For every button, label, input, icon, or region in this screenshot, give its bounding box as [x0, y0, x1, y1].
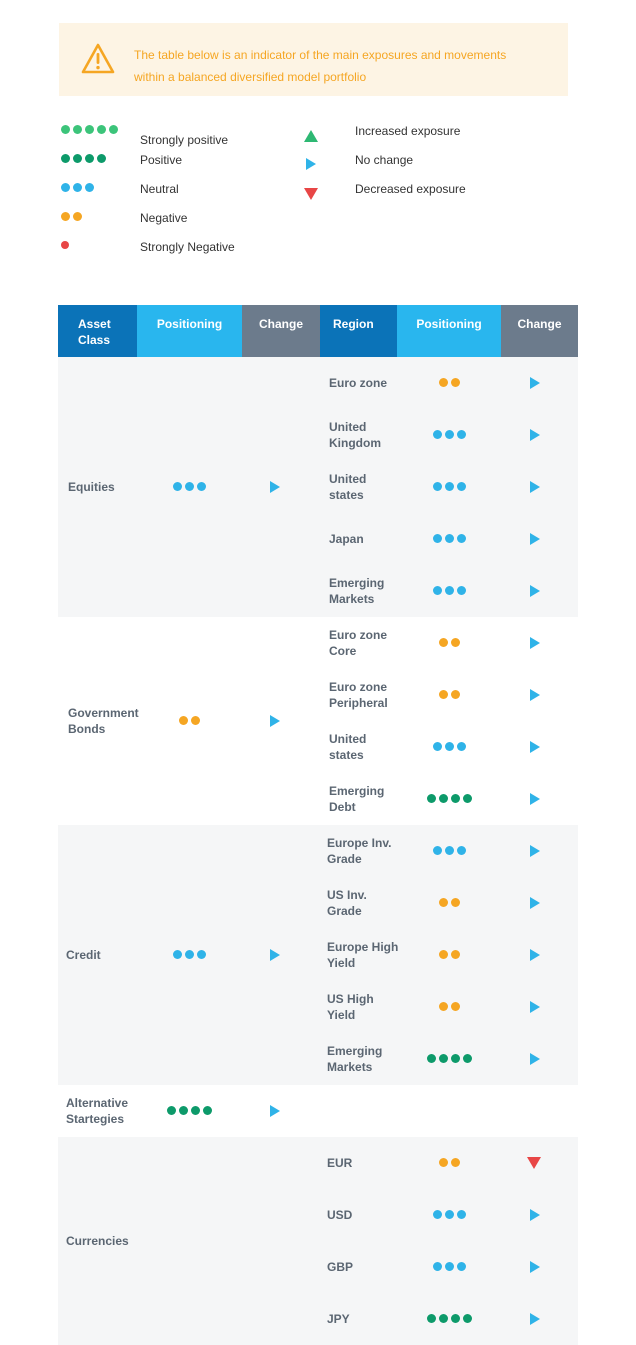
- rating-dot: [439, 1158, 448, 1167]
- rating-dot: [439, 1002, 448, 1011]
- legend-dot: [97, 154, 106, 163]
- rating-dot: [191, 716, 200, 725]
- rating-dot: [457, 586, 466, 595]
- legend-dots: [61, 125, 118, 134]
- region-positioning-dots: [433, 846, 466, 855]
- rating-dot: [439, 950, 448, 959]
- asset-class-label: Equities: [68, 480, 115, 494]
- rating-dot: [433, 1210, 442, 1219]
- triangle-right-icon: [530, 1261, 540, 1273]
- legend-label: Strongly Negative: [140, 240, 235, 254]
- rating-dot: [439, 378, 448, 387]
- rating-dot: [445, 430, 454, 439]
- triangle-right-icon: [530, 377, 540, 389]
- rating-dot: [439, 690, 448, 699]
- legend-dot: [73, 212, 82, 221]
- rating-dot: [433, 534, 442, 543]
- triangle-down-icon: [304, 188, 318, 200]
- notice-line-2: within a balanced diversified model portfolio: [134, 70, 367, 84]
- rating-dot: [463, 794, 472, 803]
- rating-dot: [433, 586, 442, 595]
- region-positioning-dots: [433, 1262, 466, 1271]
- rating-dot: [463, 1054, 472, 1063]
- rating-dot: [179, 716, 188, 725]
- region-label: USD: [327, 1208, 353, 1222]
- rating-dot: [457, 1262, 466, 1271]
- rating-dot: [173, 950, 182, 959]
- region-positioning-dots: [439, 1158, 460, 1167]
- asset-group: [58, 825, 578, 1085]
- rating-dot: [197, 482, 206, 491]
- region-label: United Kingdom: [329, 420, 381, 450]
- triangle-right-icon: [270, 1105, 280, 1117]
- triangle-right-icon: [530, 689, 540, 701]
- header-region-positioning: Positioning: [397, 305, 501, 357]
- region-positioning-dots: [427, 1314, 472, 1323]
- region-label: Emerging Debt: [329, 784, 385, 814]
- region-label: Emerging Markets: [327, 1044, 383, 1074]
- rating-dot: [439, 1314, 448, 1323]
- region-positioning-dots: [433, 482, 466, 491]
- legend-dots: [61, 241, 69, 249]
- legend-dot: [61, 212, 70, 221]
- rating-dot: [439, 1054, 448, 1063]
- rating-dot: [451, 638, 460, 647]
- asset-positioning-dots: [179, 716, 200, 725]
- legend-dot: [61, 154, 70, 163]
- asset-group: [58, 617, 578, 825]
- region-label: EUR: [327, 1156, 353, 1170]
- rating-dot: [457, 482, 466, 491]
- triangle-right-icon: [530, 481, 540, 493]
- region-label: Euro zone: [329, 376, 388, 390]
- rating-dot: [445, 482, 454, 491]
- rating-dot: [463, 1314, 472, 1323]
- rating-dot: [173, 482, 182, 491]
- triangle-right-icon: [270, 949, 280, 961]
- info-notice: [59, 23, 568, 96]
- rating-dot: [451, 898, 460, 907]
- triangle-down-icon: [527, 1157, 541, 1169]
- triangle-right-icon: [530, 793, 540, 805]
- triangle-right-icon: [530, 1313, 540, 1325]
- region-label: Euro zone Peripheral: [329, 680, 388, 710]
- header-region-change: Change: [501, 305, 578, 357]
- rating-dot: [445, 1262, 454, 1271]
- region-positioning-dots: [439, 638, 460, 647]
- asset-class-label: Alternative Startegies: [66, 1096, 129, 1126]
- legend-dot: [85, 125, 94, 134]
- legend-label: Positive: [140, 153, 183, 167]
- legend-dots: [61, 183, 94, 192]
- legend-dot: [73, 125, 82, 134]
- header-region: Region: [320, 305, 397, 357]
- rating-dot: [457, 742, 466, 751]
- legend-label: Decreased exposure: [355, 182, 466, 196]
- warning-icon: [81, 42, 115, 76]
- rating-dot: [185, 950, 194, 959]
- asset-group: [58, 1085, 578, 1137]
- rating-dot: [451, 378, 460, 387]
- rating-dot: [451, 1002, 460, 1011]
- region-label: US High Yield: [327, 992, 374, 1022]
- legend-dot: [61, 125, 70, 134]
- triangle-right-icon: [530, 949, 540, 961]
- rating-dot: [203, 1106, 212, 1115]
- rating-dot: [433, 742, 442, 751]
- rating-dot: [457, 846, 466, 855]
- rating-dot: [185, 482, 194, 491]
- rating-dot: [433, 846, 442, 855]
- triangle-up-icon: [304, 130, 318, 142]
- legend-label: Strongly positive: [140, 133, 229, 147]
- region-positioning-dots: [439, 378, 460, 387]
- triangle-right-icon: [530, 741, 540, 753]
- region-label: Emerging Markets: [329, 576, 385, 606]
- asset-group: [58, 1137, 578, 1345]
- rating-dot: [451, 1314, 460, 1323]
- legend-label: Negative: [140, 211, 188, 225]
- rating-dot: [457, 430, 466, 439]
- triangle-right-icon: [530, 897, 540, 909]
- triangle-right-icon: [530, 1053, 540, 1065]
- region-positioning-dots: [433, 534, 466, 543]
- triangle-right-icon: [530, 429, 540, 441]
- region-positioning-dots: [433, 586, 466, 595]
- legend-label: Neutral: [140, 182, 179, 196]
- triangle-right-icon: [530, 533, 540, 545]
- triangle-right-icon: [530, 637, 540, 649]
- rating-dot: [427, 794, 436, 803]
- asset-class-label: Currencies: [66, 1234, 129, 1248]
- legend-dot: [109, 125, 118, 134]
- rating-dot: [167, 1106, 176, 1115]
- region-label: JPY: [327, 1312, 350, 1326]
- rating-dot: [197, 950, 206, 959]
- region-label: Europe Inv. Grade: [327, 836, 392, 866]
- region-positioning-dots: [433, 1210, 466, 1219]
- rating-dot: [433, 1262, 442, 1271]
- asset-class-label: Government Bonds: [68, 706, 139, 736]
- rating-dot: [439, 898, 448, 907]
- rating-dot: [451, 1054, 460, 1063]
- triangle-right-icon: [530, 845, 540, 857]
- region-label: United states: [329, 472, 367, 502]
- legend-dot: [61, 183, 70, 192]
- rating-dot: [191, 1106, 200, 1115]
- rating-dot: [457, 534, 466, 543]
- header-change: Change: [242, 305, 320, 357]
- legend-dots: [61, 212, 82, 221]
- triangle-right-icon: [306, 158, 316, 170]
- rating-dot: [439, 794, 448, 803]
- rating-dot: [451, 794, 460, 803]
- rating-dot: [457, 1210, 466, 1219]
- header-positioning: Positioning: [137, 305, 242, 357]
- legend-dot: [97, 125, 106, 134]
- rating-dot: [427, 1314, 436, 1323]
- legend-dots: [61, 154, 106, 163]
- region-label: United states: [329, 732, 367, 762]
- rating-dot: [451, 950, 460, 959]
- legend-dot: [73, 183, 82, 192]
- region-label: Europe High Yield: [327, 940, 399, 970]
- asset-positioning-dots: [173, 950, 206, 959]
- triangle-right-icon: [530, 585, 540, 597]
- header-asset-class: Asset Class: [58, 305, 137, 357]
- region-positioning-dots: [427, 1054, 472, 1063]
- notice-text: [134, 44, 554, 88]
- notice-line-1: The table below is an indicator of the main exposures and movements: [134, 48, 507, 62]
- region-label: US Inv. Grade: [327, 888, 367, 918]
- rating-dot: [445, 1210, 454, 1219]
- triangle-right-icon: [270, 481, 280, 493]
- legend-label: Increased exposure: [355, 124, 461, 138]
- region-label: Japan: [329, 532, 364, 546]
- legend-dot: [61, 241, 69, 249]
- rating-dot: [179, 1106, 188, 1115]
- region-positioning-dots: [433, 430, 466, 439]
- legend-dot: [85, 154, 94, 163]
- asset-positioning-dots: [173, 482, 206, 491]
- asset-class-label: Credit: [66, 948, 101, 962]
- rating-dot: [445, 586, 454, 595]
- rating-dot: [451, 1158, 460, 1167]
- region-positioning-dots: [433, 742, 466, 751]
- region-label: GBP: [327, 1260, 354, 1274]
- region-positioning-dots: [439, 690, 460, 699]
- region-positioning-dots: [427, 794, 472, 803]
- triangle-right-icon: [270, 715, 280, 727]
- region-positioning-dots: [439, 898, 460, 907]
- region-positioning-dots: [439, 950, 460, 959]
- rating-dot: [445, 846, 454, 855]
- legend-dot: [85, 183, 94, 192]
- legend-label: No change: [355, 153, 414, 167]
- rating-dot: [451, 690, 460, 699]
- rating-dot: [439, 638, 448, 647]
- rating-dot: [445, 742, 454, 751]
- rating-dot: [433, 482, 442, 491]
- asset-group: [58, 357, 578, 617]
- triangle-right-icon: [530, 1001, 540, 1013]
- rating-dot: [433, 430, 442, 439]
- legend-dot: [73, 154, 82, 163]
- triangle-right-icon: [530, 1209, 540, 1221]
- rating-dot: [445, 534, 454, 543]
- region-positioning-dots: [439, 1002, 460, 1011]
- rating-dot: [427, 1054, 436, 1063]
- asset-positioning-dots: [167, 1106, 212, 1115]
- region-label: Euro zone Core: [329, 628, 388, 658]
